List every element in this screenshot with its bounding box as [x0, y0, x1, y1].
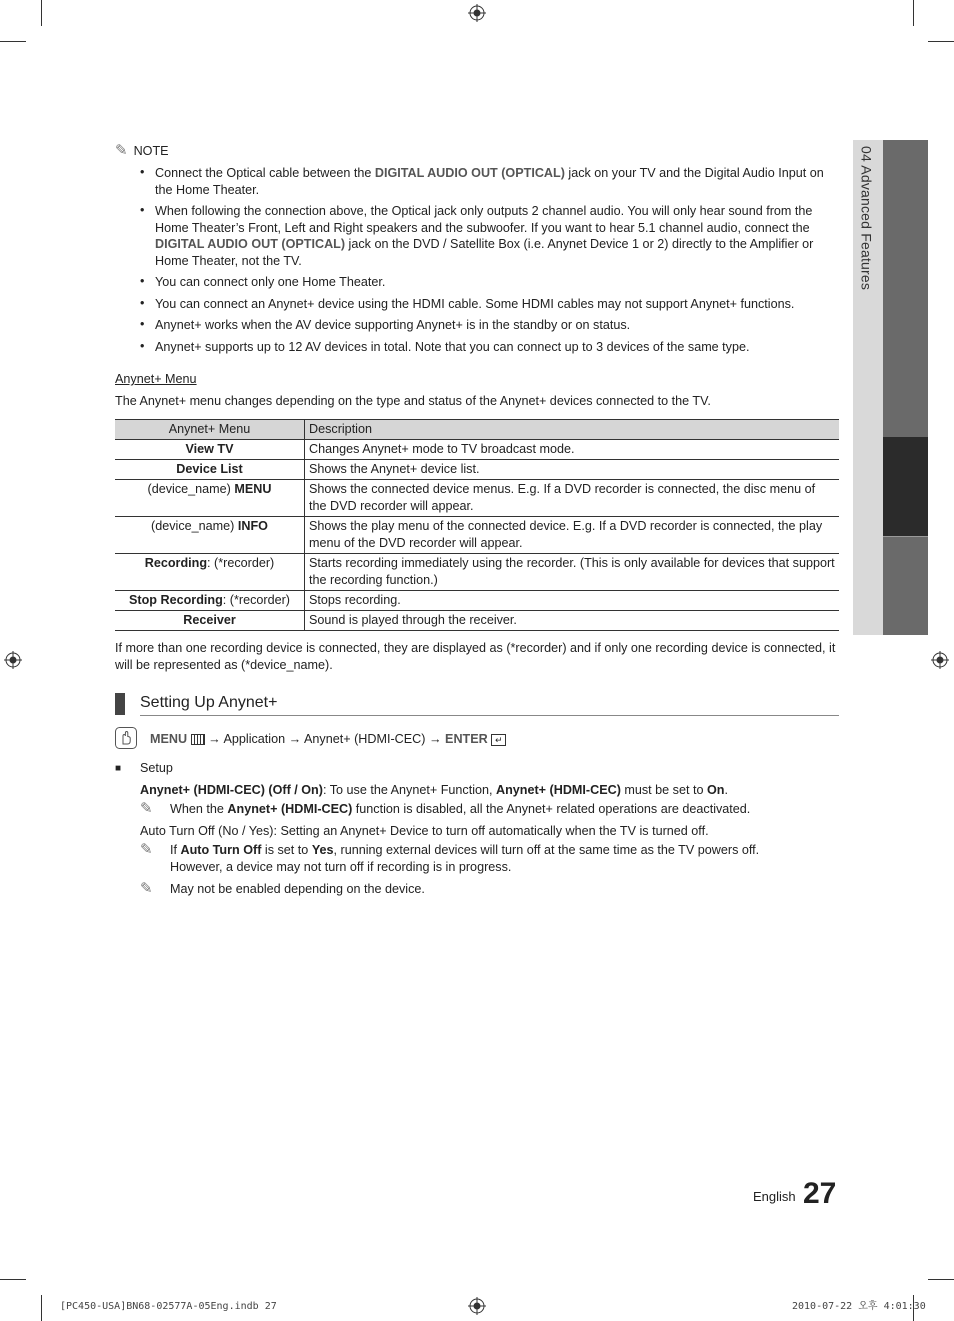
anynet-menu-heading: Anynet+ Menu — [115, 372, 197, 386]
table-row — [115, 591, 839, 611]
crop-mark — [928, 1279, 954, 1280]
crop-mark — [913, 0, 914, 26]
crop-mark — [928, 41, 954, 42]
pencil-icon: ✎ — [115, 142, 128, 160]
side-tab-label: 04 Advanced Features — [858, 146, 875, 291]
note-bullet-list — [138, 165, 840, 360]
menu-path-application: Application — [223, 732, 286, 746]
menu-cell: Receiver — [115, 611, 305, 631]
recorder-note: If more than one recording device is connected, they are displayed as (*recorder) and if only one recording device is connected, it will be represented as (*device_name). — [115, 641, 836, 672]
list-item: • You can connect only one Home Theater. — [138, 274, 840, 291]
page-number: 27 — [803, 1177, 837, 1210]
list-item: • When following the connection above, the Optical jack only outputs 2 channel audio. You will only hear sound from the Home Theater’s Front, Left and Right speakers and the subwoofer. If you want to hear 5.1 channel audio, connect the DIGITAL AUDIO OUT (OPTICAL) jack on the DVD / Satellite Box (i.e. Anynet Device 1 or 2) directly to the Amplifier or Home Theater, not the TV. — [138, 203, 840, 269]
table-header-row — [115, 420, 839, 440]
section-title: Setting Up Anynet+ — [140, 694, 278, 711]
footer-language: English — [753, 1189, 796, 1204]
anynet-hdmi-cec-option: Anynet+ (HDMI-CEC) (Off / On): To use the Anynet+ Function, Anynet+ (HDMI-CEC) must be set to On. — [140, 783, 728, 797]
menu-cell: View TV — [115, 440, 305, 460]
table-row — [115, 480, 839, 517]
menu-path: MENU → Application → Anynet+ (HDMI-CEC) → ENTER ↵ — [150, 731, 506, 748]
setup-label: Setup — [140, 761, 173, 775]
registration-mark-icon — [468, 1297, 486, 1315]
imprint-file: [PC450-USA]BN68-02577A-05Eng.indb 27 — [60, 1301, 277, 1312]
crop-mark — [0, 41, 26, 42]
imprint-date: 2010-07-22 오후 4:01:30 — [792, 1301, 926, 1312]
description-cell: Shows the play menu of the connected device. E.g. If a DVD recorder is connected, the play menu of the DVD recorder will appear. — [305, 517, 840, 554]
square-bullet-icon: ■ — [115, 763, 122, 774]
menu-cell: Stop Recording: (*recorder) — [115, 591, 305, 611]
menu-path-anynet: Anynet+ (HDMI-CEC) — [304, 732, 426, 746]
description-cell: Changes Anynet+ mode to TV broadcast mode. — [305, 440, 840, 460]
note-heading — [115, 143, 169, 160]
registration-mark-icon — [468, 4, 486, 22]
side-tab-strip — [883, 140, 928, 635]
menu-path-menu: MENU — [150, 732, 188, 746]
description-cell: Shows the Anynet+ device list. — [305, 460, 840, 480]
table-row — [115, 460, 839, 480]
table-row — [115, 611, 839, 631]
menu-cell: Recording: (*recorder) — [115, 554, 305, 591]
anynet-disabled-note: ✎ When the Anynet+ (HDMI-CEC) function is disabled, all the Anynet+ related operations are deactivated. — [140, 800, 751, 817]
device-support-note: ✎ May not be enabled depending on the device. — [140, 880, 425, 897]
table-row — [115, 440, 839, 460]
pencil-icon: ✎ — [140, 880, 153, 897]
menu-cell: (device_name) MENU — [115, 480, 305, 517]
registration-mark-icon — [931, 651, 949, 669]
list-item: • You can connect an Anynet+ device using the HDMI cable. Some HDMI cables may not support Anynet+ functions. — [138, 296, 840, 313]
crop-mark — [41, 1295, 42, 1321]
description-cell: Starts recording immediately using the recorder. (This is only available for devices that support the recording function.) — [305, 554, 840, 591]
description-cell: Shows the connected device menus. E.g. If a DVD recorder is connected, the disc menu of the DVD recorder will appear. — [305, 480, 840, 517]
section-marker — [115, 693, 125, 715]
list-item: • Anynet+ works when the AV device supporting Anynet+ is in the standby or on status. — [138, 317, 840, 334]
list-item: • Anynet+ supports up to 12 AV devices in total. Note that you can connect up to 3 devices of the same type. — [138, 339, 840, 356]
list-item: • Connect the Optical cable between the DIGITAL AUDIO OUT (OPTICAL) jack on your TV and the Digital Audio Input on the Home Theater. — [138, 165, 840, 198]
table-row — [115, 517, 839, 554]
menu-cell: Device List — [115, 460, 305, 480]
auto-turn-off-note: ✎ If Auto Turn Off is set to Yes, running external devices will turn off at the same time as the TV powers off. However, a device may not turn off if recording is in progress. — [140, 841, 760, 874]
section-divider — [140, 715, 839, 716]
side-tab-active-section — [883, 437, 928, 536]
column-header-description: Description — [305, 420, 840, 440]
crop-mark — [0, 1279, 26, 1280]
column-header-menu: Anynet+ Menu — [115, 420, 305, 440]
registration-mark-icon — [4, 651, 22, 669]
auto-turn-off-option: Auto Turn Off (No / Yes): Setting an Anynet+ Device to turn off automatically when the TV is turned off. — [140, 824, 709, 838]
remote-hand-icon — [115, 727, 137, 749]
menu-path-enter: ENTER — [445, 732, 488, 746]
anynet-menu-table — [115, 419, 839, 631]
menu-grid-icon — [191, 734, 205, 745]
pencil-icon: ✎ — [140, 800, 153, 817]
crop-mark — [41, 0, 42, 26]
enter-icon: ↵ — [491, 734, 506, 746]
pencil-icon: ✎ — [140, 841, 153, 858]
table-row — [115, 554, 839, 591]
menu-cell: (device_name) INFO — [115, 517, 305, 554]
note-heading-text: NOTE — [133, 144, 169, 158]
side-tab-divider — [883, 536, 928, 537]
anynet-menu-intro: The Anynet+ menu changes depending on the type and status of the Anynet+ devices connected to the TV. — [115, 394, 711, 408]
description-cell: Stops recording. — [305, 591, 840, 611]
description-cell: Sound is played through the receiver. — [305, 611, 840, 631]
